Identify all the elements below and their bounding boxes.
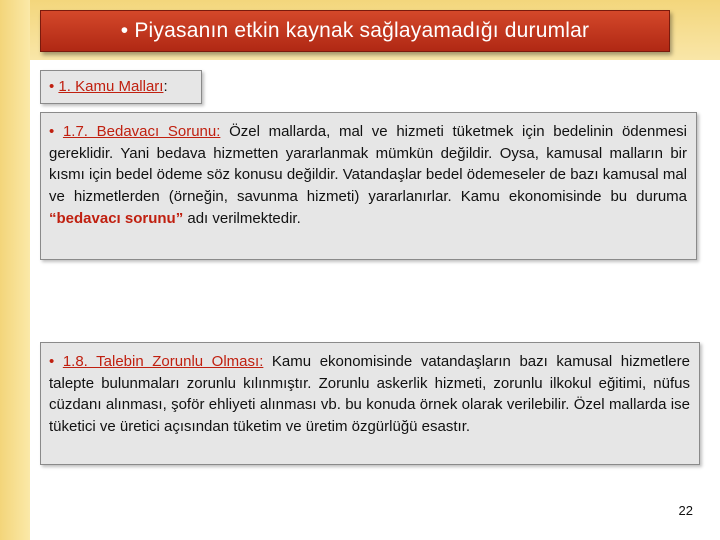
item-1-7-text: Özel mallarda, mal ve hizmeti tüketmek için bedelinin ödenmesi gereklidir. Yani bedava hizmetten yararlanmak mümkün değildir. Oysa, kamusal malların bir kısmı için bedel ödeme söz konusu değildir. Vatandaşlar bedel ödemeseler de bazı kamusal mal ve hizmetlerden (örneğin, savunma hizmeti) yararlanırlar. Kamu ekonomisinde bu duruma bbox=[49, 123, 687, 206]
section-heading-text: 1. Kamu Malları bbox=[58, 78, 164, 95]
section-heading-box bbox=[40, 70, 202, 104]
item-1-7-bullet: • bbox=[49, 123, 63, 140]
section-colon: : bbox=[163, 78, 168, 95]
item-1-7-highlight: “bedavacı sorunu” bbox=[49, 209, 184, 227]
item-1-7-paragraph bbox=[41, 113, 696, 230]
item-1-7-heading: 1.7. Bedavacı Sorunu: bbox=[62, 123, 221, 140]
item-1-7-ending: adı verilmektedir. bbox=[183, 209, 301, 227]
item-1-8-text: Kamu ekonomisinde vatandaşların bazı kamusal hizmetlere talepte bulunmaları zorunlu kılınmıştır. Zorunlu askerlik hizmeti, zorunlu ilkokul eğitimi, nüfus cüzdanı alınması, şoför ehliyeti alınması vb. bu konuda örnek olarak verilebilir. Özel mallarda ise tüketici ve üretici açısından tüketim ve üretim özgürlüğü esastır. bbox=[49, 353, 690, 436]
left-decorative-band bbox=[0, 0, 30, 540]
item-1-8-bullet: • bbox=[49, 353, 63, 370]
slide-title: • Piyasanın etkin kaynak sağlayamadığı durumlar bbox=[120, 19, 590, 42]
item-1-8-heading: 1.8. Talebin Zorunlu Olması: bbox=[62, 353, 264, 370]
item-1-8-box bbox=[40, 342, 700, 465]
item-1-7-box bbox=[40, 112, 697, 260]
page-number: 22 bbox=[678, 503, 693, 518]
item-1-8-paragraph bbox=[41, 343, 699, 438]
section-heading bbox=[49, 78, 168, 95]
slide-title-bar bbox=[40, 10, 670, 52]
section-bullet: • bbox=[49, 78, 59, 95]
